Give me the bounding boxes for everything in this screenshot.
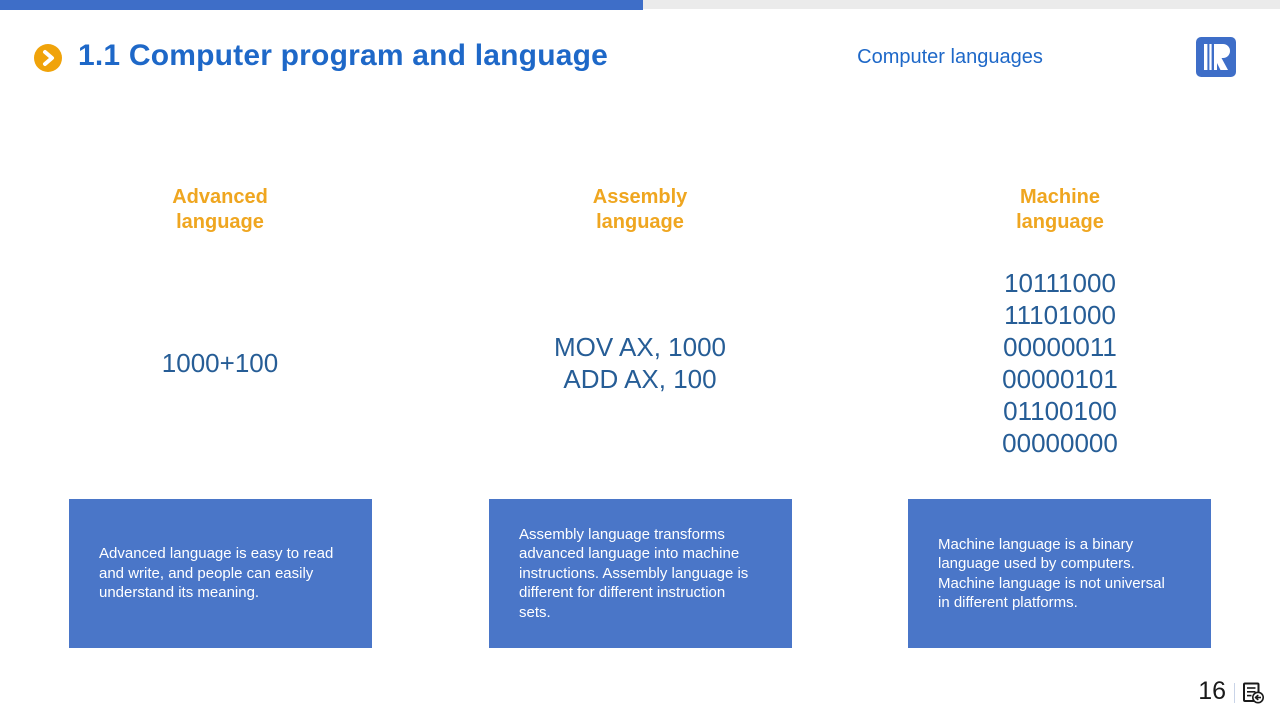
top-accent-bar-gray xyxy=(643,0,1280,9)
column-header-advanced-language xyxy=(70,185,370,235)
example-machine-code xyxy=(910,267,1210,459)
description-text: Advanced language is easy to read and write, and people can easily understand its meaning. xyxy=(99,545,334,602)
page-title: 1.1 Computer program and language xyxy=(78,39,609,72)
return-to-contents-icon[interactable] xyxy=(1241,681,1265,705)
column-header-assembly-language xyxy=(490,185,790,235)
column-header-line: Machine xyxy=(1019,186,1101,208)
column-header-machine-language xyxy=(910,185,1210,235)
example-assembly-code xyxy=(490,331,790,395)
code-line: 1000+100 xyxy=(161,348,279,378)
description-box-advanced xyxy=(69,499,372,648)
code-line: 01100100 xyxy=(1003,396,1117,426)
column-header-line: language xyxy=(596,211,684,233)
example-advanced-code xyxy=(70,347,370,379)
description-box-assembly xyxy=(489,499,792,648)
code-line: 00000011 xyxy=(1003,332,1117,362)
description-text: Assembly language transforms advanced language into machine instructions. Assembly language is different for different instruction sets. xyxy=(519,525,749,621)
slide-subtitle: Computer languages xyxy=(857,46,1043,68)
code-line: ADD AX, 100 xyxy=(563,364,717,394)
footer-divider xyxy=(1234,683,1235,703)
description-text: Machine language is a binary language used by computers. Machine language is not universal in different platforms. xyxy=(938,535,1165,611)
code-line: 10111000 xyxy=(1004,268,1116,298)
code-line: 00000101 xyxy=(1002,364,1118,394)
page-number: 16 xyxy=(1198,677,1226,705)
description-box-machine xyxy=(908,499,1211,648)
column-header-line: language xyxy=(176,211,264,233)
top-accent-bar-blue xyxy=(0,0,643,10)
code-line: 11101000 xyxy=(1004,300,1116,330)
chevron-right-circle-icon xyxy=(34,44,62,72)
code-line: MOV AX, 1000 xyxy=(554,332,726,362)
publisher-logo-icon xyxy=(1196,37,1236,77)
column-header-line: Assembly xyxy=(592,186,688,208)
code-line: 00000000 xyxy=(1002,428,1118,458)
column-header-line: language xyxy=(1016,211,1104,233)
column-header-line: Advanced xyxy=(172,186,268,208)
